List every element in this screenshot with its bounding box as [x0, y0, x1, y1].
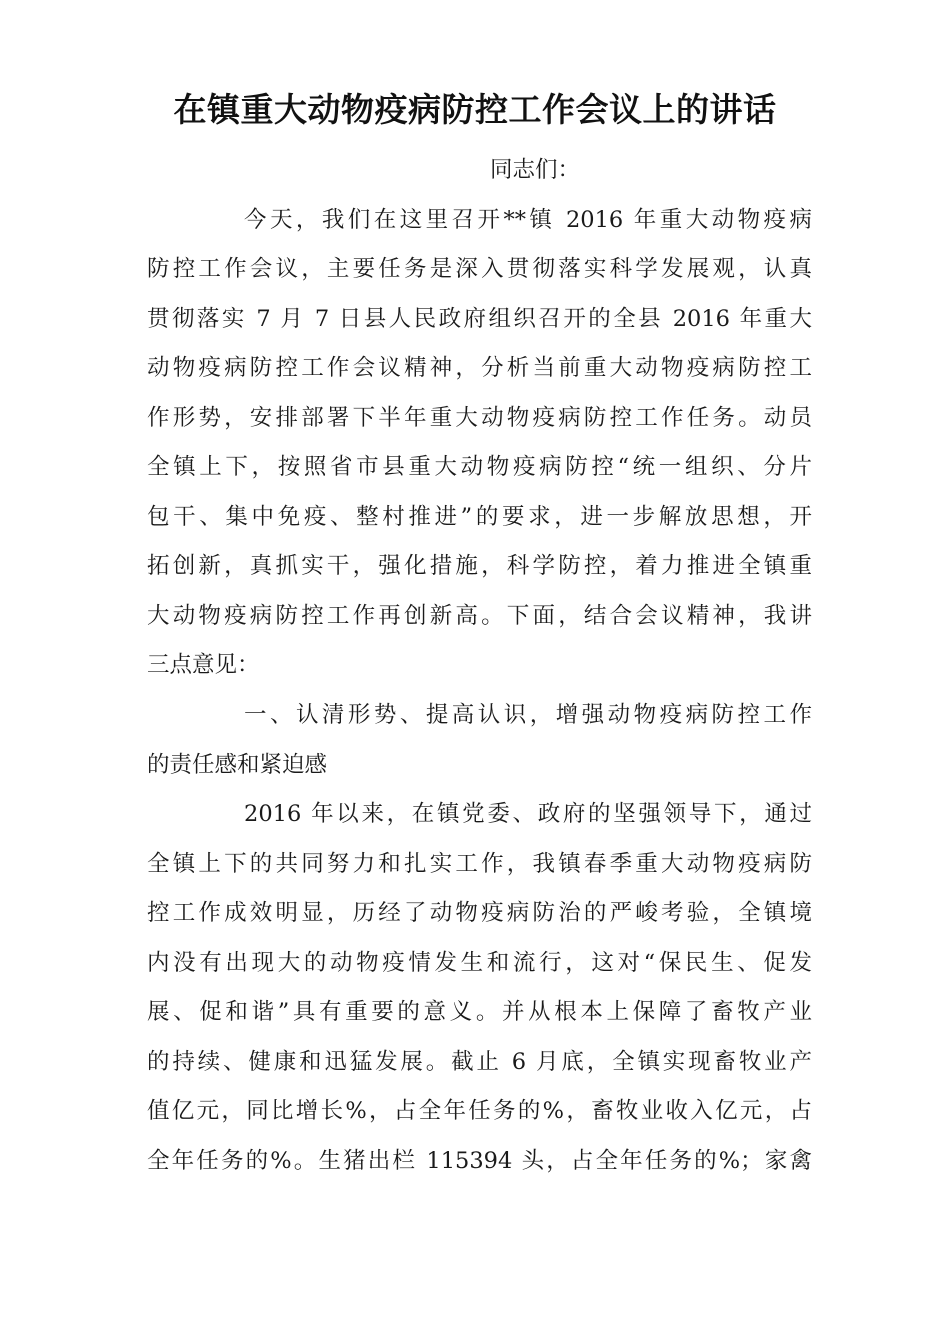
section-heading: 的责任感和紧迫感: [147, 752, 328, 778]
body-line: 三点意见：: [147, 652, 260, 678]
body-line: 今天，我们在这里召开**镇 2016 年重大动物疫病: [244, 207, 812, 233]
body-line: 控工作成效明显，历经了动物疫病防治的严峻考验，全镇境: [147, 900, 812, 926]
salutation: 同志们：: [490, 157, 581, 183]
body-line: 2016 年以来，在镇党委、政府的坚强领导下，通过: [244, 801, 812, 827]
body-line: 作形势，安排部署下半年重大动物疫病防控工作任务。动员: [147, 405, 812, 431]
body-line: 全年任务的%。生猪出栏 115394 头，占全年任务的%；家禽: [147, 1148, 812, 1174]
body-line: 贯彻落实 7 月 7 日县人民政府组织召开的全县 2016 年重大: [147, 306, 812, 332]
body-line: 值亿元，同比增长%，占全年任务的%，畜牧业收入亿元，占: [147, 1098, 812, 1124]
body-line: 全镇上下，按照省市县重大动物疫病防控“统一组织、分片: [147, 454, 812, 480]
body-line: 动物疫病防控工作会议精神，分析当前重大动物疫病防控工: [147, 355, 812, 381]
body-line: 内没有出现大的动物疫情发生和流行，这对“保民生、促发: [147, 950, 812, 976]
body-line: 展、促和谐”具有重要的意义。并从根本上保障了畜牧产业: [147, 999, 812, 1025]
body-line: 的持续、健康和迅猛发展。截止 6 月底，全镇实现畜牧业产: [147, 1049, 812, 1075]
section-heading: 一、认清形势、提高认识，增强动物疫病防控工作: [244, 702, 812, 728]
document-title: 在镇重大动物疫病防控工作会议上的讲话: [173, 90, 777, 129]
body-line: 全镇上下的共同努力和扎实工作，我镇春季重大动物疫病防: [147, 851, 812, 877]
body-line: 拓创新，真抓实干，强化措施，科学防控，着力推进全镇重: [147, 553, 812, 579]
body-line: 包干、集中免疫、整村推进”的要求，进一步解放思想，开: [147, 504, 812, 530]
body-line: 防控工作会议，主要任务是深入贯彻落实科学发展观，认真: [147, 256, 812, 282]
body-line: 大动物疫病防控工作再创新高。下面，结合会议精神，我讲: [147, 603, 812, 629]
